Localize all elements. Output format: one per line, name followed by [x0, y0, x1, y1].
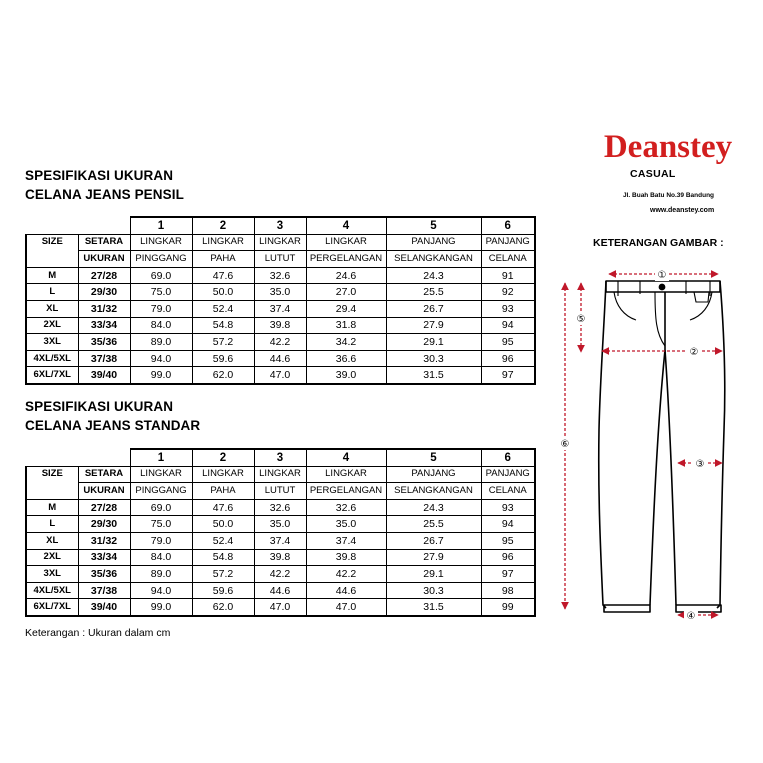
value-cell: 59.6	[192, 582, 254, 599]
value-cell: 39.8	[306, 549, 386, 566]
header-bottom-cell: PAHA	[192, 483, 254, 500]
header-bottom-cell: LUTUT	[254, 483, 306, 500]
value-cell: 59.6	[192, 350, 254, 367]
value-cell: 95	[481, 532, 535, 549]
header-bottom-cell: UKURAN	[78, 483, 130, 500]
value-cell: 36.6	[306, 350, 386, 367]
size-cell: XL	[26, 300, 78, 317]
value-cell: 75.0	[130, 516, 192, 533]
value-cell: 52.4	[192, 532, 254, 549]
value-cell: 27.9	[386, 317, 481, 334]
size-cell: L	[26, 284, 78, 301]
header-top-cell: LINGKAR	[192, 234, 254, 251]
title-line-2: CELANA JEANS PENSIL	[25, 187, 184, 202]
value-cell: 94.0	[130, 350, 192, 367]
value-cell: 99.0	[130, 599, 192, 616]
header-top-cell: SIZE	[26, 234, 78, 267]
value-cell: 98	[481, 582, 535, 599]
column-number-1: 1	[130, 217, 192, 234]
value-cell: 42.2	[254, 334, 306, 351]
value-cell: 30.3	[386, 582, 481, 599]
value-cell: 50.0	[192, 284, 254, 301]
header-top-cell: LINGKAR	[192, 466, 254, 483]
brand-tagline: CASUAL	[630, 168, 676, 180]
header-top-cell: LINGKAR	[306, 466, 386, 483]
value-cell: 24.3	[386, 499, 481, 516]
header-top-cell: LINGKAR	[130, 234, 192, 251]
size-cell: 3XL	[26, 334, 78, 351]
value-cell: 84.0	[130, 317, 192, 334]
value-cell: 93	[481, 499, 535, 516]
size-cell: 6XL/7XL	[26, 367, 78, 384]
header-top-cell: LINGKAR	[130, 466, 192, 483]
value-cell: 37/38	[78, 582, 130, 599]
value-cell: 39.8	[254, 317, 306, 334]
marker-4-label: ④	[686, 611, 696, 622]
value-cell: 30.3	[386, 350, 481, 367]
column-number-4: 4	[306, 449, 386, 466]
value-cell: 89.0	[130, 566, 192, 583]
title-line-1: SPESIFIKASI UKURAN	[25, 168, 174, 183]
header-bottom-cell: PAHA	[192, 251, 254, 268]
value-cell: 35/36	[78, 566, 130, 583]
value-cell: 91	[481, 267, 535, 284]
value-cell: 79.0	[130, 300, 192, 317]
value-cell: 69.0	[130, 267, 192, 284]
value-cell: 29.4	[306, 300, 386, 317]
header-bottom-cell: PINGGANG	[130, 483, 192, 500]
value-cell: 97	[481, 566, 535, 583]
value-cell: 35/36	[78, 334, 130, 351]
value-cell: 84.0	[130, 549, 192, 566]
header-top-cell: PANJANG	[481, 234, 535, 251]
value-cell: 57.2	[192, 566, 254, 583]
title-line-1: SPESIFIKASI UKURAN	[25, 399, 174, 414]
size-cell: 3XL	[26, 566, 78, 583]
value-cell: 25.5	[386, 516, 481, 533]
value-cell: 35.0	[254, 284, 306, 301]
size-cell: 4XL/5XL	[26, 350, 78, 367]
header-bottom-cell: UKURAN	[78, 251, 130, 268]
column-number-3: 3	[254, 449, 306, 466]
value-cell: 27/28	[78, 499, 130, 516]
value-cell: 33/34	[78, 317, 130, 334]
header-top-cell: PANJANG	[386, 466, 481, 483]
value-cell: 27.0	[306, 284, 386, 301]
value-cell: 29/30	[78, 516, 130, 533]
size-cell: 2XL	[26, 549, 78, 566]
column-number-5: 5	[386, 217, 481, 234]
size-cell: 6XL/7XL	[26, 599, 78, 616]
value-cell: 89.0	[130, 334, 192, 351]
value-cell: 27/28	[78, 267, 130, 284]
value-cell: 47.6	[192, 267, 254, 284]
value-cell: 31/32	[78, 300, 130, 317]
value-cell: 39.0	[306, 367, 386, 384]
header-bottom-cell: PINGGANG	[130, 251, 192, 268]
value-cell: 96	[481, 549, 535, 566]
value-cell: 47.0	[254, 367, 306, 384]
header-top-cell: PANJANG	[481, 466, 535, 483]
header-bottom-cell: CELANA	[481, 251, 535, 268]
marker-3-label: ③	[695, 459, 705, 470]
value-cell: 37.4	[306, 532, 386, 549]
diagram-heading: KETERANGAN GAMBAR :	[593, 237, 724, 249]
size-cell: M	[26, 499, 78, 516]
header-top-cell: SETARA	[78, 466, 130, 483]
header-bottom-cell: SELANGKANGAN	[386, 483, 481, 500]
value-cell: 44.6	[254, 582, 306, 599]
value-cell: 52.4	[192, 300, 254, 317]
size-cell: XL	[26, 532, 78, 549]
value-cell: 75.0	[130, 284, 192, 301]
value-cell: 93	[481, 300, 535, 317]
measurement-note: Keterangan : Ukuran dalam cm	[25, 627, 171, 639]
column-number-6: 6	[481, 217, 535, 234]
value-cell: 47.6	[192, 499, 254, 516]
marker-5-label: ⑤	[576, 314, 586, 325]
brand-logo: Deanstey	[603, 129, 733, 165]
value-cell: 94	[481, 317, 535, 334]
value-cell: 27.9	[386, 549, 481, 566]
value-cell: 35.0	[306, 516, 386, 533]
value-cell: 50.0	[192, 516, 254, 533]
column-number-4: 4	[306, 217, 386, 234]
header-top-cell: SIZE	[26, 466, 78, 499]
value-cell: 62.0	[192, 599, 254, 616]
value-cell: 44.6	[306, 582, 386, 599]
measurement-arrows	[565, 274, 722, 615]
value-cell: 31.8	[306, 317, 386, 334]
value-cell: 47.0	[254, 599, 306, 616]
header-bottom-cell: PERGELANGAN	[306, 251, 386, 268]
marker-2-label: ②	[689, 347, 699, 358]
value-cell: 26.7	[386, 300, 481, 317]
value-cell: 96	[481, 350, 535, 367]
value-cell: 25.5	[386, 284, 481, 301]
value-cell: 94.0	[130, 582, 192, 599]
header-top-cell: PANJANG	[386, 234, 481, 251]
marker-1-label: ①	[657, 270, 667, 281]
column-number-5: 5	[386, 449, 481, 466]
value-cell: 54.8	[192, 549, 254, 566]
value-cell: 69.0	[130, 499, 192, 516]
column-number-2: 2	[192, 449, 254, 466]
header-bottom-cell: CELANA	[481, 483, 535, 500]
value-cell: 42.2	[254, 566, 306, 583]
value-cell: 39/40	[78, 367, 130, 384]
header-top-cell: SETARA	[78, 234, 130, 251]
pants-outline	[599, 281, 725, 612]
value-cell: 35.0	[254, 516, 306, 533]
value-cell: 24.3	[386, 267, 481, 284]
brand-address: Jl. Buah Batu No.39 Bandung	[623, 192, 715, 199]
value-cell: 99	[481, 599, 535, 616]
column-number-3: 3	[254, 217, 306, 234]
marker-6-label: ⑥	[560, 439, 570, 450]
value-cell: 34.2	[306, 334, 386, 351]
header-bottom-cell: SELANGKANGAN	[386, 251, 481, 268]
header-bottom-cell: LUTUT	[254, 251, 306, 268]
value-cell: 44.6	[254, 350, 306, 367]
value-cell: 26.7	[386, 532, 481, 549]
value-cell: 24.6	[306, 267, 386, 284]
value-cell: 31/32	[78, 532, 130, 549]
value-cell: 39.8	[254, 549, 306, 566]
value-cell: 39/40	[78, 599, 130, 616]
value-cell: 94	[481, 516, 535, 533]
title-line-2: CELANA JEANS STANDAR	[25, 418, 201, 433]
value-cell: 47.0	[306, 599, 386, 616]
header-bottom-cell: PERGELANGAN	[306, 483, 386, 500]
value-cell: 29.1	[386, 334, 481, 351]
size-cell: 4XL/5XL	[26, 582, 78, 599]
header-top-cell: LINGKAR	[254, 466, 306, 483]
value-cell: 99.0	[130, 367, 192, 384]
value-cell: 97	[481, 367, 535, 384]
value-cell: 29/30	[78, 284, 130, 301]
value-cell: 54.8	[192, 317, 254, 334]
value-cell: 32.6	[306, 499, 386, 516]
value-cell: 95	[481, 334, 535, 351]
value-cell: 32.6	[254, 499, 306, 516]
size-cell: L	[26, 516, 78, 533]
value-cell: 33/34	[78, 549, 130, 566]
size-cell: M	[26, 267, 78, 284]
value-cell: 37/38	[78, 350, 130, 367]
column-number-6: 6	[481, 449, 535, 466]
header-top-cell: LINGKAR	[254, 234, 306, 251]
value-cell: 29.1	[386, 566, 481, 583]
header-top-cell: LINGKAR	[306, 234, 386, 251]
value-cell: 32.6	[254, 267, 306, 284]
size-cell: 2XL	[26, 317, 78, 334]
value-cell: 79.0	[130, 532, 192, 549]
brand-website: www.deanstey.com	[650, 207, 715, 214]
value-cell: 42.2	[306, 566, 386, 583]
value-cell: 37.4	[254, 532, 306, 549]
value-cell: 57.2	[192, 334, 254, 351]
value-cell: 31.5	[386, 367, 481, 384]
value-cell: 62.0	[192, 367, 254, 384]
value-cell: 92	[481, 284, 535, 301]
value-cell: 31.5	[386, 599, 481, 616]
column-number-2: 2	[192, 217, 254, 234]
value-cell: 37.4	[254, 300, 306, 317]
column-number-1: 1	[130, 449, 192, 466]
